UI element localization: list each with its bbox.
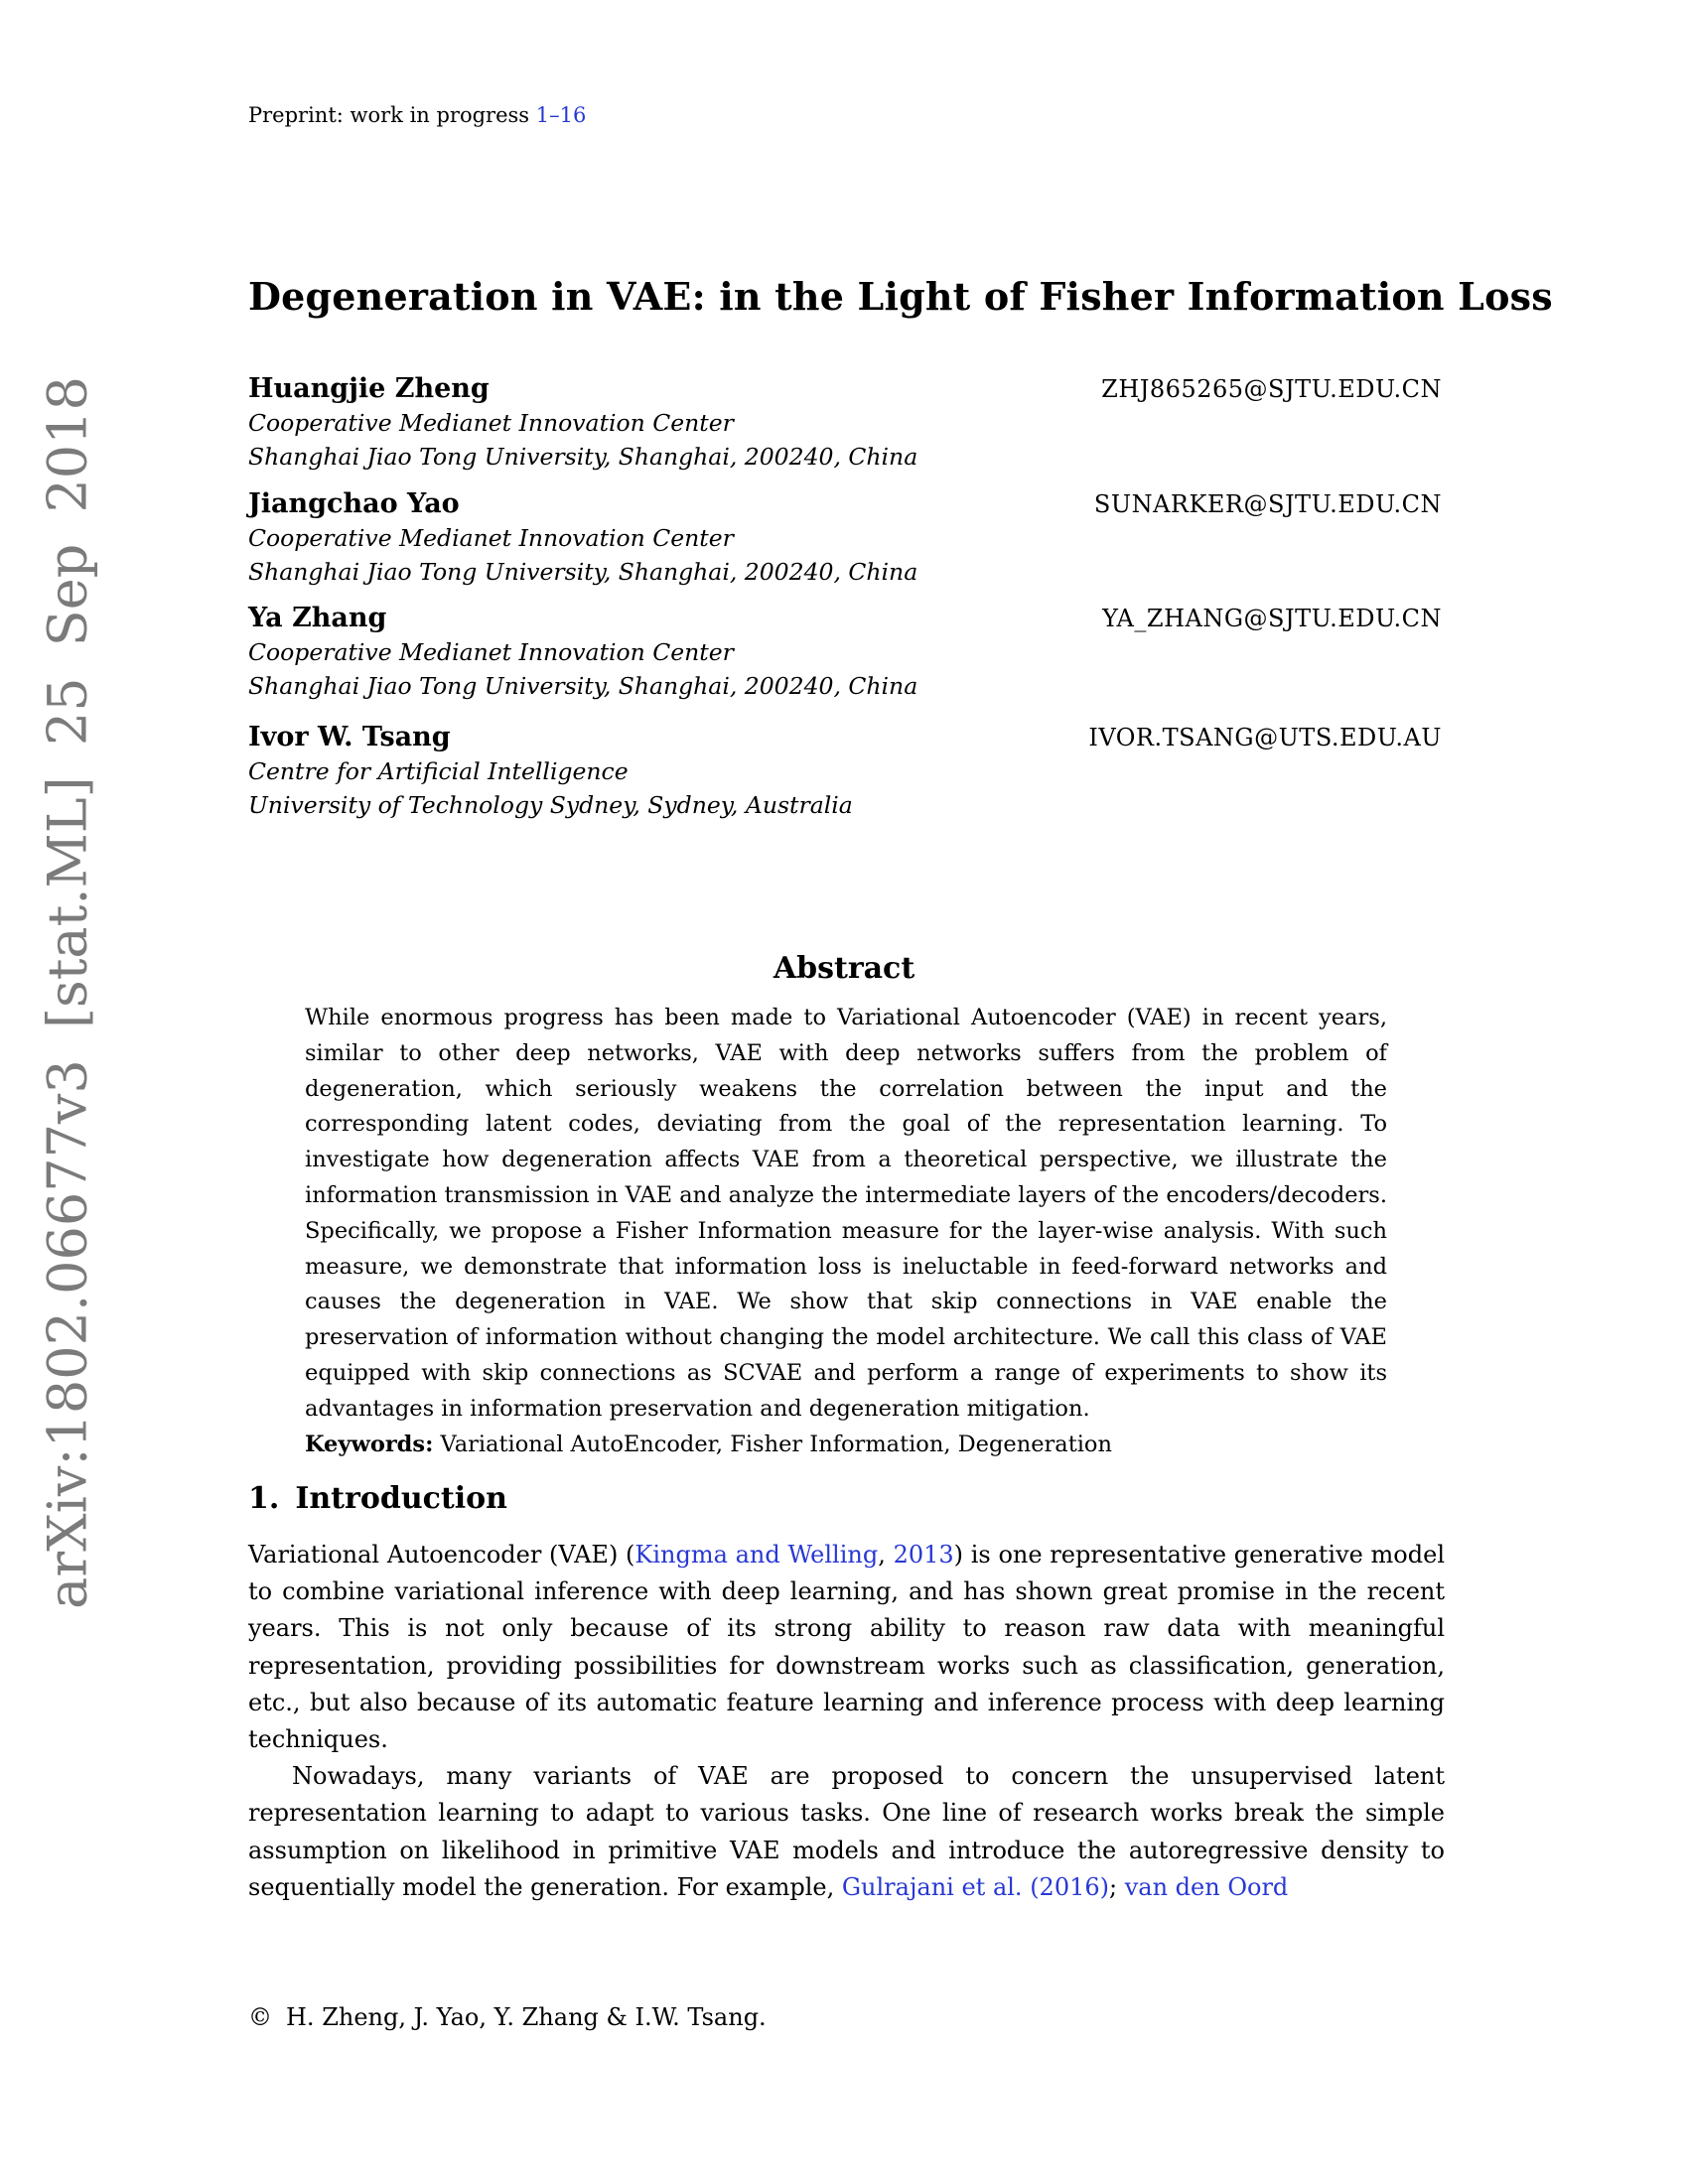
paragraph-text: ) is one representative generative model to combine variational inference with deep learning, and has shown great promise in the recent years. This is not only because of its strong ability to reason raw data with meaningful representation, providing possibilities for downstream works such as classification, generation, etc., but also because of its automatic feature learning and inference process with deep learning techniques. (248, 1541, 1445, 1754)
author-email: ZHJ865265@SJTU.EDU.CN (1101, 375, 1442, 403)
paper-title: Degeneration in VAE: in the Light of Fisher Information Loss (248, 274, 1553, 319)
running-head-text: Preprint: work in progress (248, 103, 530, 127)
author-affiliation-line1: Cooperative Medianet Innovation Center (248, 638, 734, 666)
intro-paragraph-2 (248, 1758, 1445, 1906)
keywords-line (305, 1428, 1387, 1463)
copyright-footer (248, 2003, 767, 2031)
author-name: Huangjie Zheng (248, 373, 490, 404)
author-affiliation-line2: Shanghai Jiao Tong University, Shanghai, 200240, China (248, 671, 918, 700)
paragraph-text: ; (1109, 1872, 1125, 1901)
paragraph-text: , (878, 1541, 894, 1569)
author-affiliation-line2: University of Technology Sydney, Sydney, Australia (248, 790, 853, 819)
section-heading-introduction (248, 1481, 507, 1516)
author-name: Jiangchao Yao (248, 488, 460, 519)
paragraph-text: Nowadays, many variants of VAE are proposed to concern the unsupervised latent representation learning to adapt to various tasks. One line of research works break the simple assumption on likelihood in primitive VAE models and introduce the autoregressive density to sequentially model the generation. For example, (248, 1762, 1445, 1901)
running-head (248, 103, 586, 127)
citation-link-van-den-oord[interactable]: van den Oord (1124, 1872, 1289, 1901)
intro-paragraph-1 (248, 1537, 1445, 1758)
citation-link-gulrajani[interactable]: Gulrajani et al. (2016) (841, 1872, 1109, 1901)
author-affiliation-line1: Centre for Artificial Intelligence (248, 757, 629, 785)
author-block-tsang (248, 722, 1442, 822)
citation-link-year-2013[interactable]: 2013 (893, 1541, 954, 1569)
author-block-yao (248, 488, 1442, 589)
author-block-zheng (248, 373, 1442, 474)
author-email: YA_ZHANG@SJTU.EDU.CN (1102, 605, 1442, 632)
author-block-zhang (248, 603, 1442, 703)
author-email: IVOR.TSANG@UTS.EDU.AU (1088, 724, 1442, 751)
author-name: Ya Zhang (248, 603, 387, 633)
copyright-icon: © (248, 2003, 272, 2031)
abstract-heading: Abstract (773, 951, 915, 986)
section-number: 1. (248, 1481, 280, 1516)
author-email: SUNARKER@SJTU.EDU.CN (1093, 490, 1442, 518)
keywords-list: Variational AutoEncoder, Fisher Information, Degeneration (433, 1431, 1112, 1457)
introduction-body (248, 1537, 1445, 1906)
author-name: Ivor W. Tsang (248, 722, 451, 752)
paragraph-text: Variational Autoencoder (VAE) ( (248, 1541, 635, 1569)
author-affiliation-line1: Cooperative Medianet Innovation Center (248, 409, 734, 437)
author-affiliation-line2: Shanghai Jiao Tong University, Shanghai, 200240, China (248, 557, 918, 586)
copyright-text: H. Zheng, J. Yao, Y. Zhang & I.W. Tsang. (286, 2003, 767, 2031)
section-title: Introduction (295, 1481, 507, 1516)
author-affiliation-line1: Cooperative Medianet Innovation Center (248, 524, 734, 552)
abstract-text: While enormous progress has been made to Variational Autoencoder (VAE) in recent years, similar to other deep networks, VAE with deep networks suffers from the problem of degeneration, which seriously weakens the correlation between the input and the corresponding latent codes, deviating from the goal of the representation learning. To investigate how degeneration affects VAE from a theoretical perspective, we illustrate the information transmission in VAE and analyze the intermediate layers of the encoders/decoders. Specifically, we propose a Fisher Information measure for the layer-wise analysis. With such measure, we demonstrate that information loss is ineluctable in feed-forward networks and causes the degeneration in VAE. We show that skip connections in VAE enable the preservation of information without changing the model architecture. We call this class of VAE equipped with skip connections as SCVAE and perform a range of experiments to show its advantages in information preservation and degeneration mitigation. (305, 1005, 1387, 1422)
author-affiliation-line2: Shanghai Jiao Tong University, Shanghai, 200240, China (248, 442, 918, 471)
abstract-section (305, 1001, 1387, 1462)
arxiv-watermark: arXiv:1802.06677v3 [stat.ML] 25 Sep 2018 (36, 376, 99, 1609)
citation-link-kingma-welling[interactable]: Kingma and Welling (634, 1541, 879, 1569)
page-range-link[interactable]: 1–16 (535, 103, 587, 127)
keywords-label: Keywords: (305, 1431, 434, 1457)
